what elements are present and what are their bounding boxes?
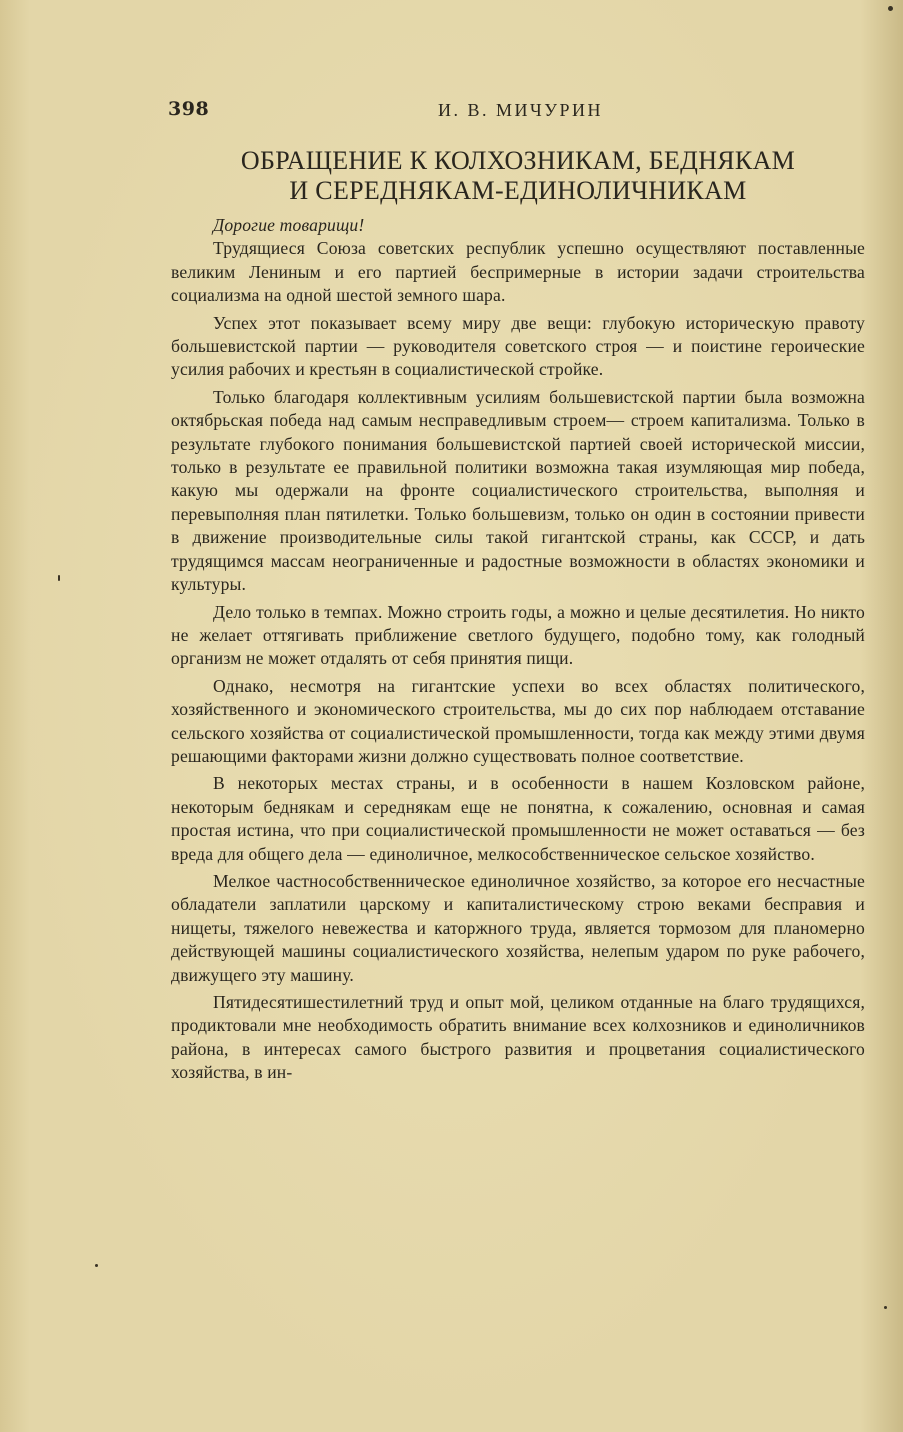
paper-speck (888, 6, 893, 11)
author-header: И. В. МИЧУРИН (438, 100, 603, 120)
paragraph-2: Успех этот показывает всему миру две вещи: глубокую историческую правоту большевистской партии — руководителя советского строя — и поистине героические усилия рабочих и крестьян в социалистической стройке. (171, 312, 865, 380)
article-title (170, 146, 866, 206)
paragraph-3: Только благодаря коллективным усилиям большевистской партии была возможна октябрьская победа над самым несправедливым строем— строем капитализма. Только в результате глубокого понимания большевистской партией своей исторической миссии, только в результате ее правильной политики возможна такая изумляющая мир победа, какую мы одержали на фронте социалистического строительства, выполняя и перевыполняя план пятилетки. Только большевизм, только он один в состоянии привести в движение производительные силы такой гигантской страны, как СССР, и дать трудящимся массам неограниченные и радостные возможности в областях экономики и культуры. (171, 386, 865, 595)
paragraph-5: Однако, несмотря на гигантские успехи во всех областях политического, хозяйственного и экономического строительства, мы до сих пор наблюдаем отставание сельского хозяйства от социалистической промышленности, тогда как между этими двумя решающими факторами жизни должно существовать полное соответствие. (171, 675, 865, 766)
paragraph-7: Мелкое частнособственническое единоличное хозяйство, за которое его несчастные обладатели заплатили царскому и капиталистическому строю веками бесправия и нищеты, тяжелого невежества и каторжного труда, является тормозом для планомерно действующей машины социалистического хозяйства, нелепым ударом по руке рабочего, движущего эту машину. (171, 870, 865, 985)
page-number: 398 (168, 98, 210, 120)
paragraph-1: Трудящиеся Союза советских республик успешно осуществляют поставленные великим Лениным и его партией беспримерные в истории задачи строительства социализма на одной шестой земного шара. (171, 238, 865, 306)
title-line-1: ОБРАЩЕНИЕ К КОЛХОЗНИКАМ, БЕДНЯКАМ (240, 146, 796, 175)
paragraph-8: Пятидесятишестилетний труд и опыт мой, целиком отданные на благо трудящихся, продиктовали мне необходимость обратить внимание всех колхозников и единоличников района, в интересах самого быстрого развития и процветания социалистического хозяйства, в ин- (171, 992, 865, 1083)
paper-speck (95, 1264, 98, 1267)
paper-speck (884, 1306, 887, 1309)
title-line-2: И СЕРЕДНЯКАМ-ЕДИНОЛИЧНИКАМ (289, 176, 747, 205)
paper-speck (58, 575, 60, 581)
paragraph-4: Дело только в темпах. Можно строить годы, а можно и целые десятилетия. Но никто не желает оттягивать приближение светлого будущего, подобно тому, как голодный организм не может отдалять от себя принятия пищи. (171, 601, 865, 669)
paragraph-6: В некоторых местах страны, и в особенности в нашем Козловском районе, некоторым беднякам и середнякам еще не понятна, к сожалению, основная и самая простая истина, что при социалистической промышленности не может оставаться — без вреда для общего дела — единоличное, мелкособственническое сельское хозяйство. (171, 773, 865, 864)
running-head (168, 98, 864, 126)
article-body (171, 214, 865, 1085)
greeting: Дорогие товарищи! (213, 215, 365, 235)
